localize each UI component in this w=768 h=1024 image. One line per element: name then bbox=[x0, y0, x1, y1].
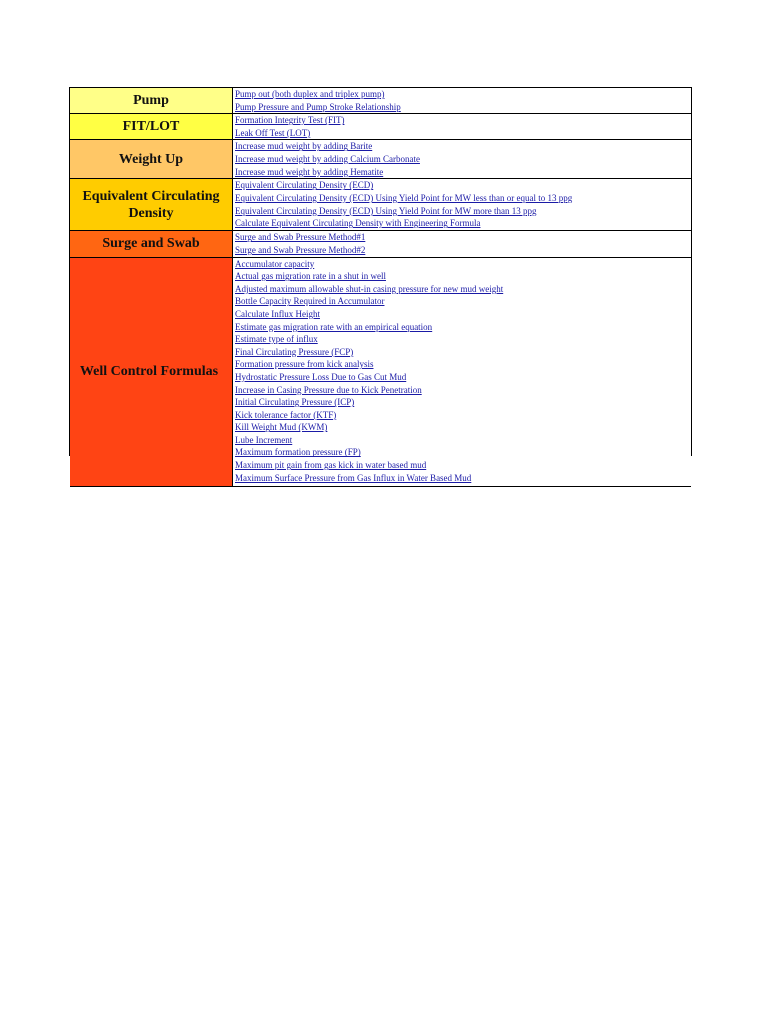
link-calcium-carbonate[interactable]: Increase mud weight by adding Calcium Carbonate bbox=[235, 153, 420, 164]
category-label-ecd: Equivalent Circulating Density bbox=[82, 188, 220, 221]
category-cell-ecd bbox=[70, 179, 233, 231]
section-row-well-control bbox=[70, 257, 691, 486]
section-row-ecd bbox=[70, 179, 691, 231]
spreadsheet-table-viewport bbox=[69, 87, 692, 483]
link-ecd-yp-le-13[interactable]: Equivalent Circulating Density (ECD) Using Yield Point for MW less than or equal to 13 ppg bbox=[235, 192, 573, 203]
category-cell-weight-up bbox=[70, 140, 233, 179]
category-label-well-control: Well Control Formulas bbox=[79, 364, 219, 380]
links-cell-pump bbox=[233, 88, 692, 114]
link-max-formation-pressure[interactable]: Maximum formation pressure (FP) bbox=[235, 447, 361, 458]
link-formation-pressure-kick[interactable]: Formation pressure from kick analysis bbox=[235, 359, 374, 370]
link-pump-out[interactable]: Pump out (both duplex and triplex pump) bbox=[235, 89, 385, 99]
section-row-fit-lot bbox=[70, 114, 691, 140]
link-influx-height[interactable]: Calculate Influx Height bbox=[235, 308, 320, 319]
link-ecd-yp-gt-13[interactable]: Equivalent Circulating Density (ECD) Using Yield Point for MW more than 13 ppg bbox=[235, 205, 537, 216]
link-accumulator-capacity[interactable]: Accumulator capacity bbox=[235, 258, 315, 269]
link-max-surface-pressure[interactable]: Maximum Surface Pressure from Gas Influx in Water Based Mud bbox=[235, 472, 472, 483]
link-bottle-capacity[interactable]: Bottle Capacity Required in Accumulator bbox=[235, 296, 385, 307]
link-icp[interactable]: Initial Circulating Pressure (ICP) bbox=[235, 397, 355, 408]
category-cell-fit-lot bbox=[70, 114, 233, 140]
link-lube-increment[interactable]: Lube Increment bbox=[235, 434, 293, 445]
link-hematite[interactable]: Increase mud weight by adding Hematite bbox=[235, 166, 384, 177]
link-kwm[interactable]: Kill Weight Mud (KWM) bbox=[235, 422, 328, 433]
category-label-pump: Pump bbox=[133, 93, 169, 109]
link-barite[interactable]: Increase mud weight by adding Barite bbox=[235, 141, 373, 152]
link-fcp[interactable]: Final Circulating Pressure (FCP) bbox=[235, 346, 354, 357]
link-lot[interactable]: Leak Off Test (LOT) bbox=[235, 127, 311, 138]
category-label-weight-up: Weight Up bbox=[118, 151, 184, 167]
link-adjusted-maasp[interactable]: Adjusted maximum allowable shut-in casing pressure for new mud weight bbox=[235, 283, 504, 294]
link-pump-pressure-stroke[interactable]: Pump Pressure and Pump Stroke Relationship bbox=[235, 101, 401, 112]
category-cell-surge-swab bbox=[70, 231, 233, 257]
link-fit[interactable]: Formation Integrity Test (FIT) bbox=[235, 115, 345, 126]
category-cell-pump bbox=[70, 88, 233, 114]
link-ecd[interactable]: Equivalent Circulating Density (ECD) bbox=[235, 180, 374, 191]
category-cell-well-control bbox=[70, 257, 233, 486]
link-surge-swab-2[interactable]: Surge and Swab Pressure Method#2 bbox=[235, 244, 366, 255]
link-gas-migration-rate[interactable]: Actual gas migration rate in a shut in well bbox=[235, 271, 386, 282]
links-cell-ecd bbox=[233, 179, 692, 231]
link-gas-cut-mud[interactable]: Hydrostatic Pressure Loss Due to Gas Cut Mud bbox=[235, 371, 407, 382]
link-max-pit-gain[interactable]: Maximum pit gain from gas kick in water based mud bbox=[235, 460, 427, 471]
links-cell-surge-swab bbox=[233, 231, 692, 257]
link-type-of-influx[interactable]: Estimate type of influx bbox=[235, 334, 318, 345]
link-ecd-engineering[interactable]: Calculate Equivalent Circulating Density with Engineering Formula bbox=[235, 218, 481, 229]
links-cell-well-control bbox=[233, 257, 692, 486]
category-label-surge-swab: Surge and Swab bbox=[102, 236, 200, 252]
link-surge-swab-1[interactable]: Surge and Swab Pressure Method#1 bbox=[235, 232, 366, 243]
link-gas-migration-empirical[interactable]: Estimate gas migration rate with an empirical equation bbox=[235, 321, 433, 332]
links-cell-fit-lot bbox=[233, 114, 692, 140]
links-cell-weight-up bbox=[233, 140, 692, 179]
link-kick-penetration[interactable]: Increase in Casing Pressure due to Kick Penetration bbox=[235, 384, 422, 395]
category-label-fit-lot: FIT/LOT bbox=[122, 119, 180, 135]
link-ktf[interactable]: Kick tolerance factor (KTF) bbox=[235, 409, 337, 420]
formula-index-table bbox=[70, 88, 691, 487]
section-row-pump bbox=[70, 88, 691, 114]
section-row-surge-swab bbox=[70, 231, 691, 257]
section-row-weight-up bbox=[70, 140, 691, 179]
